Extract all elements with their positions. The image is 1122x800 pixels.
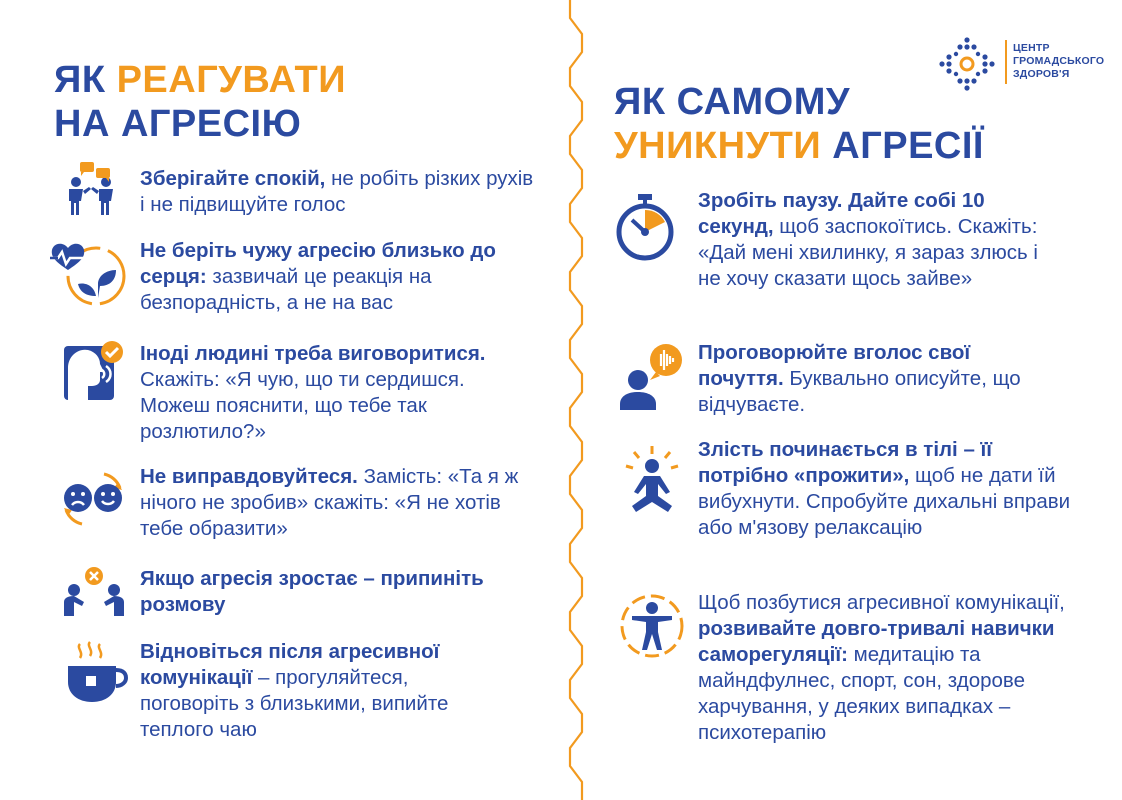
left-item-1-text: не робіть різких рухів і не підвищуйте голос (140, 167, 534, 216)
left-item-4 (140, 464, 540, 542)
right-item-2 (698, 340, 1043, 418)
left-title (54, 58, 346, 146)
right-item-2-text: Буквально описуйте, що відчуваєте. (698, 367, 1021, 416)
person-circle-icon (618, 592, 686, 660)
person-voice-bubble-icon (618, 342, 688, 412)
left-item-2 (140, 238, 520, 316)
left-item-5-bold: Якщо агресія зростає – припиніть розмову (140, 567, 484, 616)
meditating-person-icon (620, 444, 684, 520)
two-people-talking-icon (58, 160, 128, 218)
stop-conversation-icon (62, 566, 126, 616)
right-item-4-bold: розвивайте довго-тривалі навички саморегуляції: (698, 617, 1055, 666)
left-item-5 (140, 566, 540, 618)
logo-line-2: ГРОМАДСЬКОГО (1013, 55, 1105, 67)
left-item-4-bold: Не виправдовуйтеся. (140, 465, 358, 488)
left-title-part-1: ЯК (54, 59, 117, 101)
right-item-3-text: щоб не дати їй вибухнути. Спробуйте дихальні вправи або м'язову релаксацію (698, 464, 1071, 539)
left-item-1 (140, 166, 540, 218)
right-item-2-bold: Проговорюйте вголос свої почуття. (698, 341, 971, 390)
left-item-2-text: зазвичай це реакція на безпорадність, а не на вас (140, 265, 432, 314)
right-title-part-3: АГРЕСІЇ (821, 125, 984, 167)
right-item-4-text: медитацію та майндфулнес, спорт, сон, здорове харчування, у деяких випадках – психотерапію (698, 643, 1025, 744)
logo-separator (1005, 40, 1007, 84)
logo-line-3: ЗДОРОВ'Я (1013, 68, 1070, 80)
left-title-part-3: НА АГРЕСІЮ (54, 103, 302, 145)
left-item-6-bold: Відновіться після агресивної комунікації (140, 640, 440, 689)
speaking-head-icon (60, 340, 126, 402)
left-item-2-bold: Не беріть чужу агресію близько до серця: (140, 239, 496, 288)
stopwatch-icon (614, 192, 676, 262)
right-item-3-bold: Злість починається в тілі – її потрібно «прожити», (698, 438, 993, 487)
tea-cup-icon (66, 640, 128, 706)
logo-text (1013, 42, 1104, 81)
right-title (614, 80, 984, 168)
right-item-1-text: щоб заспокоїтись. Скажіть: «Дай мені хвилинку, я зараз злюсь і не хочу сказати щось зайве» (698, 215, 1038, 290)
right-item-1-bold: Зробіть паузу. Дайте собі 10 секунд, (698, 189, 985, 238)
logo-line-1: ЦЕНТР (1013, 42, 1050, 54)
left-item-3 (140, 341, 535, 445)
sad-happy-faces-icon (60, 466, 128, 530)
left-item-6-text: – прогуляйтеся, поговоріть з близькими, випийте теплого чаю (140, 666, 449, 741)
right-item-4-pre: Щоб позбутися агресивної комунікації, (698, 591, 1065, 614)
left-item-3-bold: Іноді людині треба виговоритися. (140, 342, 486, 365)
left-item-1-bold: Зберігайте спокій, (140, 167, 326, 190)
right-title-part-2: УНИКНУТИ (614, 125, 822, 167)
right-item-3 (698, 437, 1073, 541)
left-title-part-2: РЕАГУВАТИ (116, 59, 347, 101)
left-item-6 (140, 639, 485, 743)
right-item-4 (698, 590, 1093, 746)
right-item-1 (698, 188, 1038, 292)
right-title-part-1: ЯК САМОМУ (614, 81, 851, 123)
left-item-3-text: Скажіть: «Я чую, що ти сердишся. Можеш пояснити, що тебе так розлютило?» (140, 368, 465, 443)
left-item-4-text: Замість: «Та я ж нічого не зробив» скажіть: «Я не хотів тебе образити» (140, 465, 519, 540)
heart-plant-icon (48, 236, 128, 310)
